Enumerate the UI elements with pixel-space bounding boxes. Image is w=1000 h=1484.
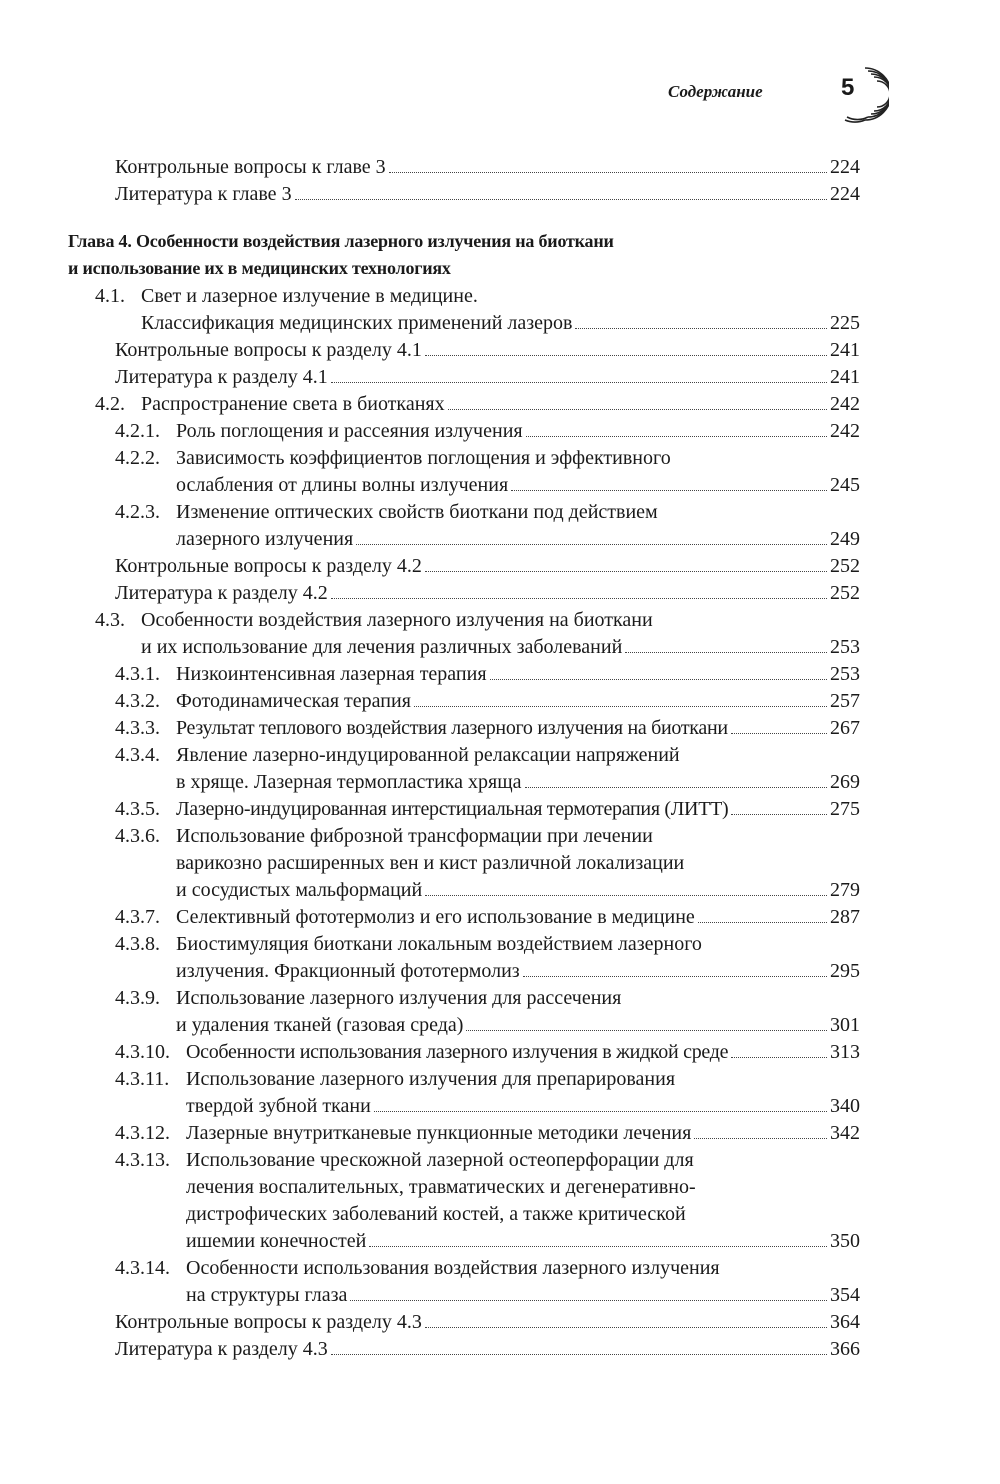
section-number: 4.3.7. (115, 906, 160, 928)
toc-subsection (0, 1256, 1000, 1280)
section-title-line: ишемии конечностей (186, 1230, 367, 1252)
leader-dots (331, 381, 827, 383)
toc-subsection (0, 959, 1000, 983)
toc-subsection (0, 689, 1000, 713)
running-header (640, 62, 900, 126)
section-title-line: Изменение оптических свойств биоткани под действием (176, 501, 658, 523)
toc-subsection (0, 1013, 1000, 1037)
section-title-line: Селективный фототермолиз и его использование в медицине (176, 906, 695, 928)
toc-entry-page: 275 (830, 798, 860, 820)
toc-subsection (0, 716, 1000, 740)
toc-subsection (0, 932, 1000, 956)
toc-entry-page: 267 (830, 717, 860, 739)
section-number: 4.3.11. (115, 1068, 170, 1090)
toc-entry-page: 253 (830, 636, 860, 658)
toc-section (0, 635, 1000, 659)
page-badge-arcs-icon (825, 62, 889, 126)
toc-subsection (0, 1148, 1000, 1172)
page-number-badge (825, 62, 889, 126)
leader-dots (731, 1056, 827, 1058)
chapter-heading (68, 228, 614, 282)
leader-dots (425, 1326, 827, 1328)
toc-entry (0, 581, 1000, 605)
toc-section (0, 311, 1000, 335)
toc-subsection (0, 527, 1000, 551)
leader-dots (295, 198, 827, 200)
running-header-title: Содержание (668, 82, 763, 101)
section-title-line: ослабления от длины волны излучения (176, 474, 509, 496)
toc-subsection (0, 743, 1000, 767)
toc-entry (0, 1337, 1000, 1361)
section-title-line: лечения воспалительных, травматических и дегенеративно- (186, 1176, 696, 1198)
toc-subsection (0, 446, 1000, 470)
leader-dots (331, 1353, 827, 1355)
toc-subsection (0, 1283, 1000, 1307)
section-number: 4.3.6. (115, 825, 160, 847)
section-title-line: Особенности использования воздействия лазерного излучения (186, 1257, 720, 1279)
section-title-line: Низкоинтенсивная лазерная терапия (176, 663, 487, 685)
toc-subsection (0, 1040, 1000, 1064)
section-title-line: Использование фиброзной трансформации при лечении (176, 825, 653, 847)
leader-dots (523, 975, 827, 977)
leader-dots (466, 1029, 827, 1031)
leader-dots (525, 786, 827, 788)
toc-entry-page: 257 (830, 690, 860, 712)
section-number: 4.3.13. (115, 1149, 170, 1171)
toc-entry-page: 350 (830, 1230, 860, 1252)
section-title-line: Лазерно-индуцированная интерстициальная термотерапия (ЛИТТ) (176, 798, 729, 820)
toc-entry (0, 365, 1000, 389)
toc-entry (0, 554, 1000, 578)
section-title-line: и удаления тканей (газовая среда) (176, 1014, 464, 1036)
section-title-line: Использование лазерного излучения для препарирования (186, 1068, 676, 1090)
toc-subsection (0, 500, 1000, 524)
section-title-line: Фотодинамическая терапия (176, 690, 411, 712)
leader-dots (490, 678, 827, 680)
page-number: 5 (841, 74, 855, 101)
leader-dots (331, 597, 827, 599)
toc-subsection (0, 473, 1000, 497)
toc-entry-title: Литература к разделу 4.2 (115, 582, 328, 604)
toc-entry-page: 295 (830, 960, 860, 982)
leader-dots (425, 354, 827, 356)
section-title-line: лазерного излучения (176, 528, 354, 550)
leader-dots (425, 894, 827, 896)
toc-entry (0, 182, 1000, 206)
toc-entry-page: 313 (830, 1041, 860, 1063)
section-title-line: Роль поглощения и рассеяния излучения (176, 420, 523, 442)
section-title-line: Классификация медицинских применений лазеров (141, 312, 573, 334)
leader-dots (575, 327, 827, 329)
toc-subsection (0, 851, 1000, 875)
toc-entry-title: Литература к разделу 4.1 (115, 366, 328, 388)
toc-entry-page: 252 (830, 582, 860, 604)
leader-dots (374, 1110, 827, 1112)
leader-dots (356, 543, 827, 545)
toc-subsection (0, 770, 1000, 794)
leader-dots (369, 1245, 827, 1247)
section-title-line: Особенности воздействия лазерного излучения на биоткани (141, 609, 653, 631)
section-number: 4.3.2. (115, 690, 160, 712)
toc-subsection (0, 824, 1000, 848)
section-title-line: и сосудистых мальформаций (176, 879, 423, 901)
section-title-line: Использование лазерного излучения для рассечения (176, 987, 622, 1009)
leader-dots (350, 1299, 827, 1301)
toc-subsection (0, 905, 1000, 929)
toc-section (0, 608, 1000, 632)
toc-subsection (0, 986, 1000, 1010)
toc-entry-page: 342 (830, 1122, 860, 1144)
toc-entry-title: Контрольные вопросы к разделу 4.3 (115, 1311, 422, 1333)
section-number: 4.3.8. (115, 933, 160, 955)
toc-entry-page: 225 (830, 312, 860, 334)
leader-dots (414, 705, 827, 707)
toc-subsection (0, 1067, 1000, 1091)
toc-subsection (0, 878, 1000, 902)
toc-entry-page: 242 (830, 420, 860, 442)
leader-dots (698, 921, 827, 923)
toc-entry-page: 269 (830, 771, 860, 793)
toc-entry-page: 354 (830, 1284, 860, 1306)
toc-section (0, 284, 1000, 308)
section-title-line: Результат теплового воздействия лазерного излучения на биоткани (176, 717, 728, 739)
section-number: 4.3.1. (115, 663, 160, 685)
leader-dots (389, 171, 827, 173)
section-title-line: Особенности использования лазерного излучения в жидкой среде (186, 1041, 729, 1063)
toc-entry-page: 287 (830, 906, 860, 928)
section-number: 4.3.5. (115, 798, 160, 820)
chapter-heading-line: и использование их в медицинских технологиях (68, 258, 451, 278)
toc-entry-title: Контрольные вопросы к разделу 4.2 (115, 555, 422, 577)
section-title-line: в хряще. Лазерная термопластика хряща (176, 771, 522, 793)
leader-dots (731, 813, 827, 815)
toc-entry-page: 224 (830, 183, 860, 205)
toc-subsection (0, 1175, 1000, 1199)
toc-section (0, 392, 1000, 416)
section-title-line: и их использование для лечения различных заболеваний (141, 636, 623, 658)
section-number: 4.2. (95, 393, 125, 415)
toc-entry-page: 241 (830, 339, 860, 361)
section-title-line: Свет и лазерное излучение в медицине. (141, 285, 478, 307)
leader-dots (625, 651, 827, 653)
section-title-line: Зависимость коэффициентов поглощения и эффективного (176, 447, 671, 469)
toc-entry-page: 364 (830, 1311, 860, 1333)
leader-dots (694, 1137, 827, 1139)
toc-subsection (0, 797, 1000, 821)
section-title-line: дистрофических заболеваний костей, а также критической (186, 1203, 686, 1225)
section-title-line: Распространение света в биотканях (141, 393, 445, 415)
toc-entry (0, 1310, 1000, 1334)
section-number: 4.3.14. (115, 1257, 170, 1279)
leader-dots (448, 408, 827, 410)
leader-dots (731, 732, 827, 734)
section-number: 4.2.1. (115, 420, 160, 442)
section-title-line: варикозно расширенных вен и кист различной локализации (176, 852, 685, 874)
section-title-line: Лазерные внутритканевые пункционные методики лечения (186, 1122, 692, 1144)
section-number: 4.3.10. (115, 1041, 170, 1063)
section-title-line: Биостимуляция биоткани локальным воздействием лазерного (176, 933, 702, 955)
section-number: 4.3.4. (115, 744, 160, 766)
toc-subsection (0, 1121, 1000, 1145)
section-number: 4.2.2. (115, 447, 160, 469)
section-number: 4.3. (95, 609, 125, 631)
section-title-line: на структуры глаза (186, 1284, 348, 1306)
toc-entry-page: 301 (830, 1014, 860, 1036)
section-number: 4.3.9. (115, 987, 160, 1009)
toc-entry-page: 245 (830, 474, 860, 496)
toc-subsection (0, 1229, 1000, 1253)
toc-entry-page: 249 (830, 528, 860, 550)
toc-subsection (0, 662, 1000, 686)
toc-subsection (0, 1202, 1000, 1226)
section-number: 4.3.3. (115, 717, 160, 739)
leader-dots (425, 570, 827, 572)
toc-entry (0, 155, 1000, 179)
section-number: 4.2.3. (115, 501, 160, 523)
toc-subsection (0, 419, 1000, 443)
leader-dots (526, 435, 827, 437)
toc-entry-title: Литература к разделу 4.3 (115, 1338, 328, 1360)
leader-dots (511, 489, 827, 491)
toc-entry-title: Контрольные вопросы к разделу 4.1 (115, 339, 422, 361)
section-number: 4.3.12. (115, 1122, 170, 1144)
toc-entry-page: 241 (830, 366, 860, 388)
section-title-line: излучения. Фракционный фототермолиз (176, 960, 520, 982)
toc-entry-page: 279 (830, 879, 860, 901)
toc-entry-title: Литература к главе 3 (115, 183, 292, 205)
chapter-heading-line: Глава 4. Особенности воздействия лазерного излучения на биоткани (68, 231, 614, 251)
toc-entry-page: 340 (830, 1095, 860, 1117)
toc-entry (0, 338, 1000, 362)
toc-entry-page: 253 (830, 663, 860, 685)
section-title-line: Использование чрескожной лазерной остеоперфорации для (186, 1149, 694, 1171)
section-title-line: Явление лазерно-индуцированной релаксации напряжений (176, 744, 680, 766)
toc-entry-title: Контрольные вопросы к главе 3 (115, 156, 386, 178)
toc-entry-page: 224 (830, 156, 860, 178)
toc-entry-page: 366 (830, 1338, 860, 1360)
toc-entry-page: 252 (830, 555, 860, 577)
toc-subsection (0, 1094, 1000, 1118)
section-title-line: твердой зубной ткани (186, 1095, 371, 1117)
toc-entry-page: 242 (830, 393, 860, 415)
section-number: 4.1. (95, 285, 125, 307)
